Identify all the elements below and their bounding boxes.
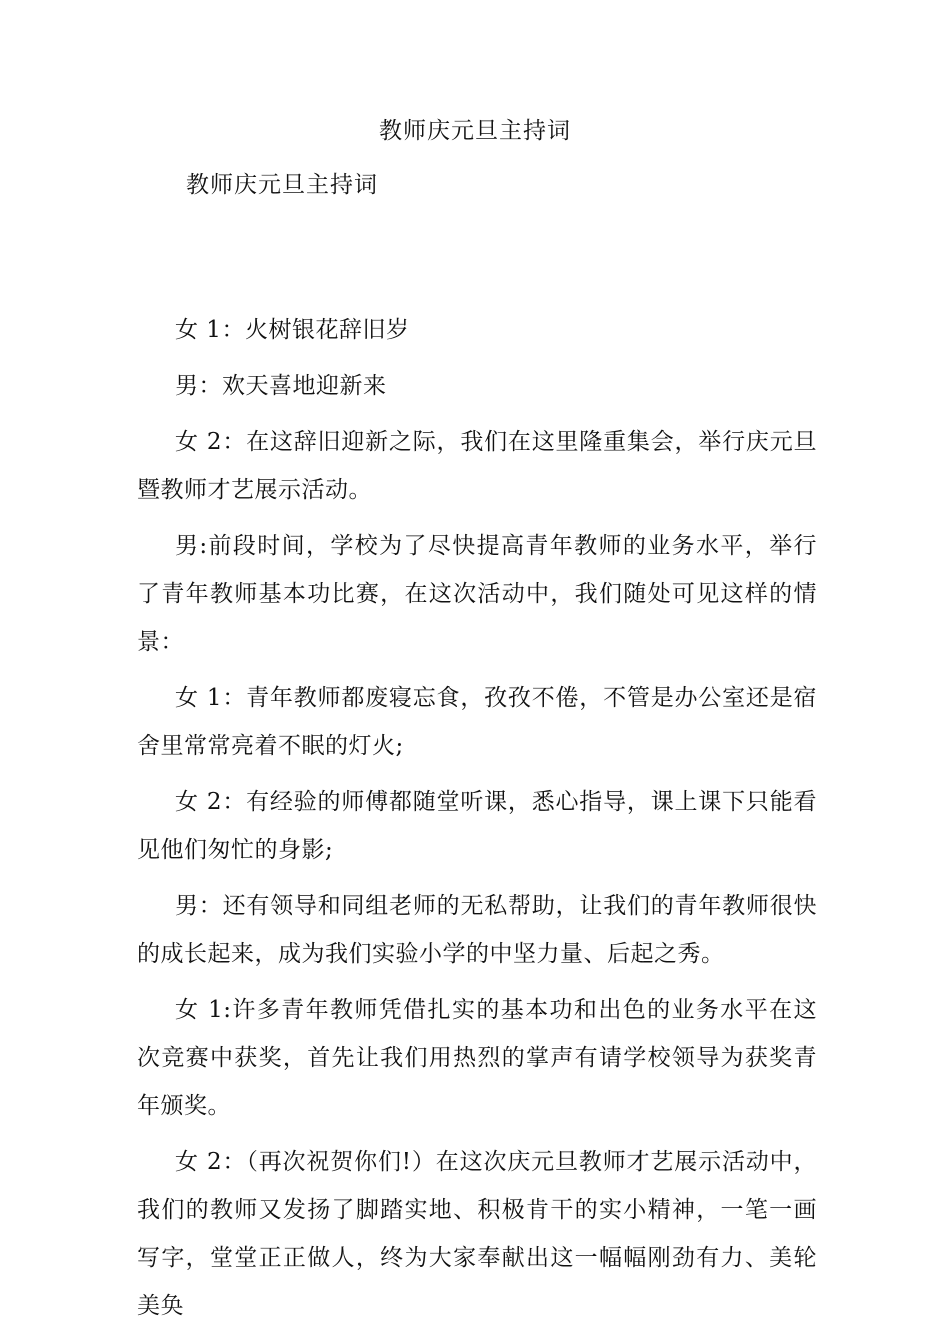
paragraph-female2-opening: 女 2：在这辞旧迎新之际，我们在这里隆重集会，举行庆元旦暨教师才艺展示活动。 bbox=[137, 429, 817, 503]
paragraph-female1-line1: 女 1：火树银花辞旧岁 bbox=[175, 317, 410, 343]
paragraph-male-line1: 男：欢天喜地迎新来 bbox=[175, 373, 387, 399]
paragraph-male-competition: 男:前段时间，学校为了尽快提高青年教师的业务水平，举行了青年教师基本功比赛，在这次活动中，我们随处可见这样的情景： bbox=[137, 533, 817, 655]
paragraph-female1-awards: 女 1:许多青年教师凭借扎实的基本功和出色的业务水平在这次竞赛中获奖，首先让我们用热烈的掌声有请学校领导为获奖青年颁奖。 bbox=[137, 997, 817, 1119]
document-title: 教师庆元旦主持词 bbox=[379, 118, 571, 144]
paragraph-male-leaders: 男：还有领导和同组老师的无私帮助，让我们的青年教师很快的成长起来，成为我们实验小学的中坚力量、后起之秀。 bbox=[137, 893, 817, 967]
document-subtitle: 教师庆元旦主持词 bbox=[186, 172, 378, 198]
paragraph-female2-mentors: 女 2：有经验的师傅都随堂听课，悉心指导，课上课下只能看见他们匆忙的身影; bbox=[137, 789, 817, 863]
document-body bbox=[137, 306, 817, 1338]
paragraph-female2-showcase: 女 2：（再次祝贺你们!）在这次庆元旦教师才艺展示活动中，我们的教师又发扬了脚踏实地、积极肯干的实小精神，一笔一画写字，堂堂正正做人，终为大家奉献出这一幅幅刚劲有力、美轮美奂 bbox=[137, 1149, 817, 1319]
paragraph-female1-teachers: 女 1：青年教师都废寝忘食，孜孜不倦，不管是办公室还是宿舍里常常亮着不眠的灯火; bbox=[137, 685, 817, 759]
